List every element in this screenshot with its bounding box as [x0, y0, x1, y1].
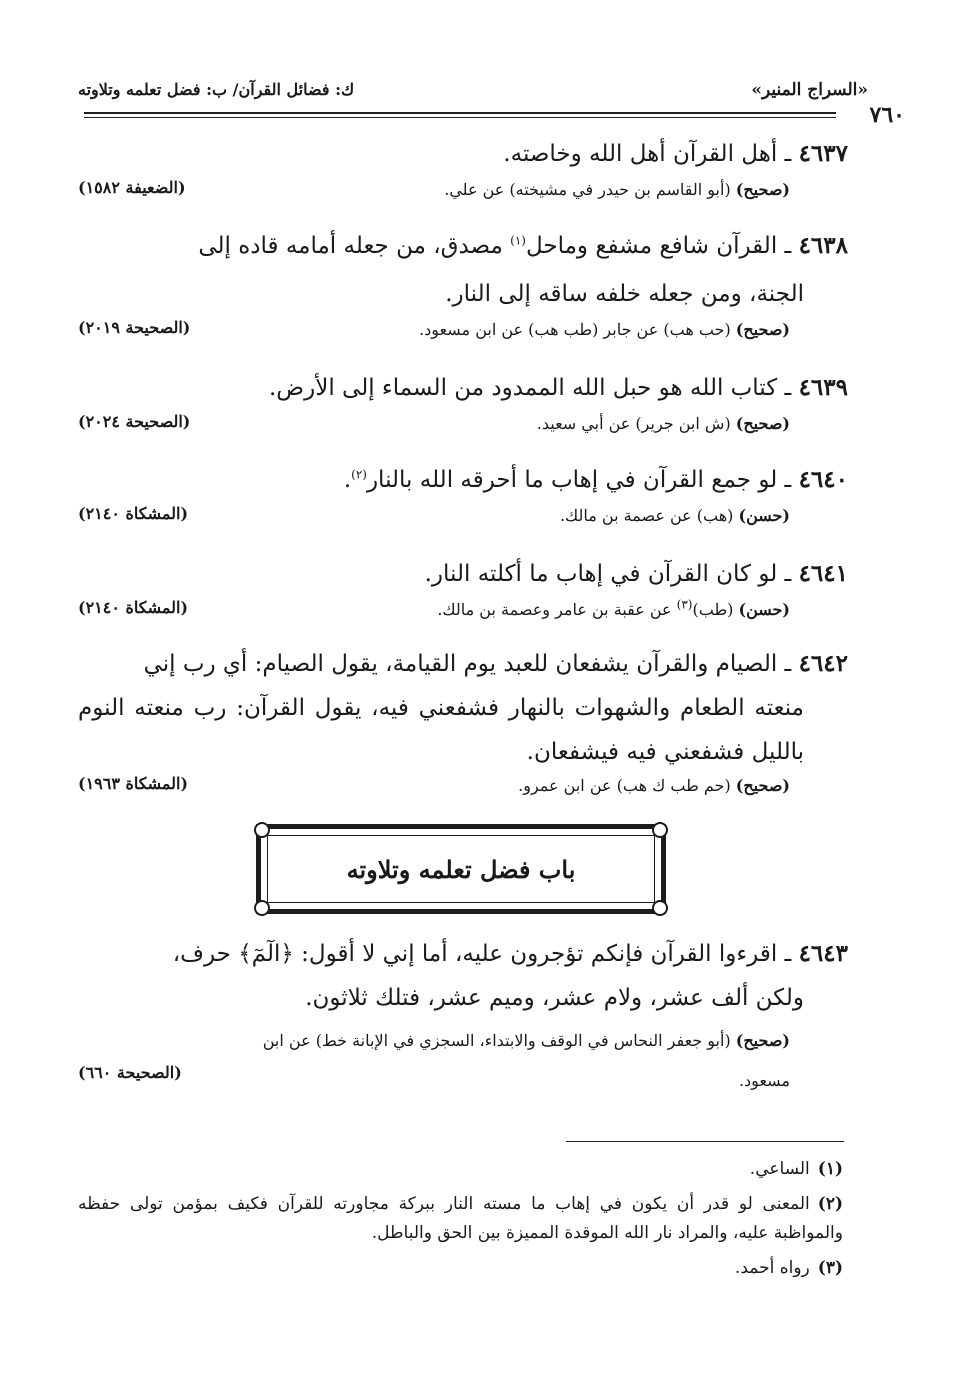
hadith-entry — [78, 642, 848, 804]
hadith-number: ٤٦٣٨ — [798, 232, 848, 259]
hadith-body: ـ لو كان القرآن في إهاب ما أكلته النار. — [424, 561, 792, 587]
footnote-number: (١) — [817, 1159, 843, 1179]
hadith-text — [78, 456, 848, 504]
source-text: (طب) — [692, 600, 734, 619]
grade-row — [78, 318, 848, 348]
grade-row — [78, 598, 848, 628]
grade-row — [78, 504, 848, 534]
hadith-body-cont: . — [343, 467, 352, 493]
footnote-number: (٢) — [817, 1194, 843, 1214]
hadith-grade: (صحيح) — [735, 776, 790, 795]
hadith-reference: (المشكاة ٢١٤٠) — [78, 598, 189, 617]
ornament-icon — [254, 900, 270, 916]
page-number: ٧٦٠ — [869, 102, 905, 128]
chapter-heading-box — [256, 824, 666, 914]
hadith-source — [518, 776, 790, 795]
header-rule-thin — [84, 117, 836, 118]
hadith-entry — [78, 932, 848, 1096]
hadith-text — [78, 550, 848, 598]
hadith-body: ـ كتاب الله هو حبل الله الممدود من السماء إلى الأرض. — [269, 375, 792, 401]
hadith-entry — [78, 456, 848, 534]
hadith-entry — [78, 550, 848, 628]
source-text: (أبو جعفر النحاس في الوقف والابتداء، السجزي في الإبانة خط) عن ابن — [262, 1031, 731, 1050]
hadith-continuation: ولكن ألف عشر، ولام عشر، وميم عشر، فتلك ثلاثون. — [305, 985, 804, 1011]
ornament-icon — [652, 822, 668, 838]
hadith-reference: (المشكاة ١٩٦٣) — [78, 774, 189, 793]
hadith-number: ٤٦٤١ — [798, 560, 848, 587]
hadith-grade: (صحيح) — [735, 320, 790, 339]
hadith-body: ـ القرآن شافع مشفع وماحل — [525, 233, 792, 259]
source-text: (حب هب) عن جابر (طب هب) عن ابن مسعود. — [419, 320, 731, 339]
hadith-entry — [78, 222, 848, 348]
hadith-reference: (الضعيفة ١٥٨٢) — [78, 178, 186, 197]
hadith-number: ٤٦٣٩ — [798, 374, 848, 401]
footnote-number: (٣) — [817, 1258, 843, 1278]
footnote-marker[interactable]: (١) — [510, 233, 526, 248]
hadith-body: ـ أهل القرآن أهل الله وخاصته. — [503, 141, 792, 167]
hadith-text — [78, 130, 848, 178]
hadith-reference: (الصحيحة ٢٠١٩) — [78, 318, 191, 337]
hadith-text — [78, 642, 848, 774]
hadith-body: ـ الصيام والقرآن يشفعان للعبد يوم القيامة، يقول الصيام: أي رب إني — [143, 651, 792, 677]
ornament-icon — [652, 900, 668, 916]
hadith-entry — [78, 130, 848, 208]
footnote-marker[interactable]: (٣) — [676, 597, 693, 612]
source-continuation: مسعود. — [738, 1071, 790, 1090]
hadith-source — [444, 180, 790, 199]
hadith-source — [419, 320, 790, 339]
hadith-reference: (الصحيحة ٢٠٢٤) — [78, 412, 191, 431]
grade-row — [78, 774, 848, 804]
source-text: (أبو القاسم بن حيدر في مشيخته) عن علي. — [444, 180, 731, 199]
hadith-continuation: منعته الطعام والشهوات بالنهار فشفعني فيه، يقول القرآن: رب منعته النوم بالليل فشفعني فيه فيشفعان. — [78, 695, 804, 765]
hadith-grade: (حسن) — [738, 506, 790, 525]
footnotes — [78, 1155, 843, 1289]
grade-row — [78, 1026, 848, 1096]
hadith-text — [78, 222, 848, 318]
hadith-number: ٤٦٤٢ — [798, 650, 848, 677]
source-text-cont: عن عقبة بن عامر وعصمة بن مالك. — [437, 600, 677, 619]
hadith-continuation: الجنة، ومن جعله خلفه ساقه إلى النار. — [445, 281, 804, 307]
footnote-text: رواه أحمد. — [734, 1258, 810, 1278]
hadith-number: ٤٦٣٧ — [798, 140, 848, 167]
hadith-source — [537, 414, 790, 433]
hadith-grade: (صحيح) — [735, 1031, 790, 1050]
header-rule — [84, 112, 836, 114]
section-title: ك: فضائل القرآن/ ب: فضل تعلمه وتلاوته — [78, 80, 355, 99]
hadith-reference: (الصحيحة ٦٦٠) — [78, 1063, 182, 1082]
source-text: (ش ابن جرير) عن أبي سعيد. — [536, 414, 731, 433]
hadith-source — [78, 1026, 848, 1056]
hadith-grade: (صحيح) — [735, 180, 790, 199]
running-header — [78, 74, 868, 108]
hadith-grade: (حسن) — [738, 600, 790, 619]
footnote-item — [78, 1155, 843, 1184]
book-title: «السراج المنير» — [751, 80, 868, 100]
grade-row — [78, 178, 848, 208]
grade-row — [78, 412, 848, 442]
hadith-body: ـ اقرءوا القرآن فإنكم تؤجرون عليه، أما إني لا أقول: ﴿الٓمٓ﴾ حرف، — [172, 941, 792, 967]
footnote-separator — [566, 1141, 844, 1142]
hadith-grade: (صحيح) — [735, 414, 790, 433]
hadith-entry — [78, 364, 848, 442]
hadith-reference: (المشكاة ٢١٤٠) — [78, 504, 189, 523]
hadith-body: ـ لو جمع القرآن في إهاب ما أحرقه الله بالنار — [366, 467, 792, 493]
hadith-body-cont: مصدق، من جعله أمامه قاده إلى — [198, 233, 511, 259]
source-text: (حم طب ك هب) عن ابن عمرو. — [518, 776, 731, 795]
hadith-number: ٤٦٤٣ — [798, 940, 848, 967]
hadith-source — [437, 597, 790, 619]
hadith-source — [560, 506, 790, 525]
footnote-text: المعنى لو قدر أن يكون في إهاب ما مسته النار ببركة مجاورته للقرآن فكيف بمؤمن تولى حفظه والمواظبة عليه، والمراد نار الله الموقدة المميزة بين الحق والباطل. — [78, 1194, 843, 1243]
hadith-number: ٤٦٤٠ — [798, 466, 848, 493]
chapter-title: باب فضل تعلمه وتلاوته — [346, 855, 576, 884]
source-text: (هب) عن عصمة بن مالك. — [559, 506, 734, 525]
footnote-item — [78, 1190, 843, 1248]
hadith-text — [78, 932, 848, 1020]
hadith-text — [78, 364, 848, 412]
footnote-text: الساعي. — [749, 1159, 810, 1179]
footnote-item — [78, 1254, 843, 1283]
footnote-marker[interactable]: (٢) — [351, 467, 367, 482]
ornament-icon — [254, 822, 270, 838]
